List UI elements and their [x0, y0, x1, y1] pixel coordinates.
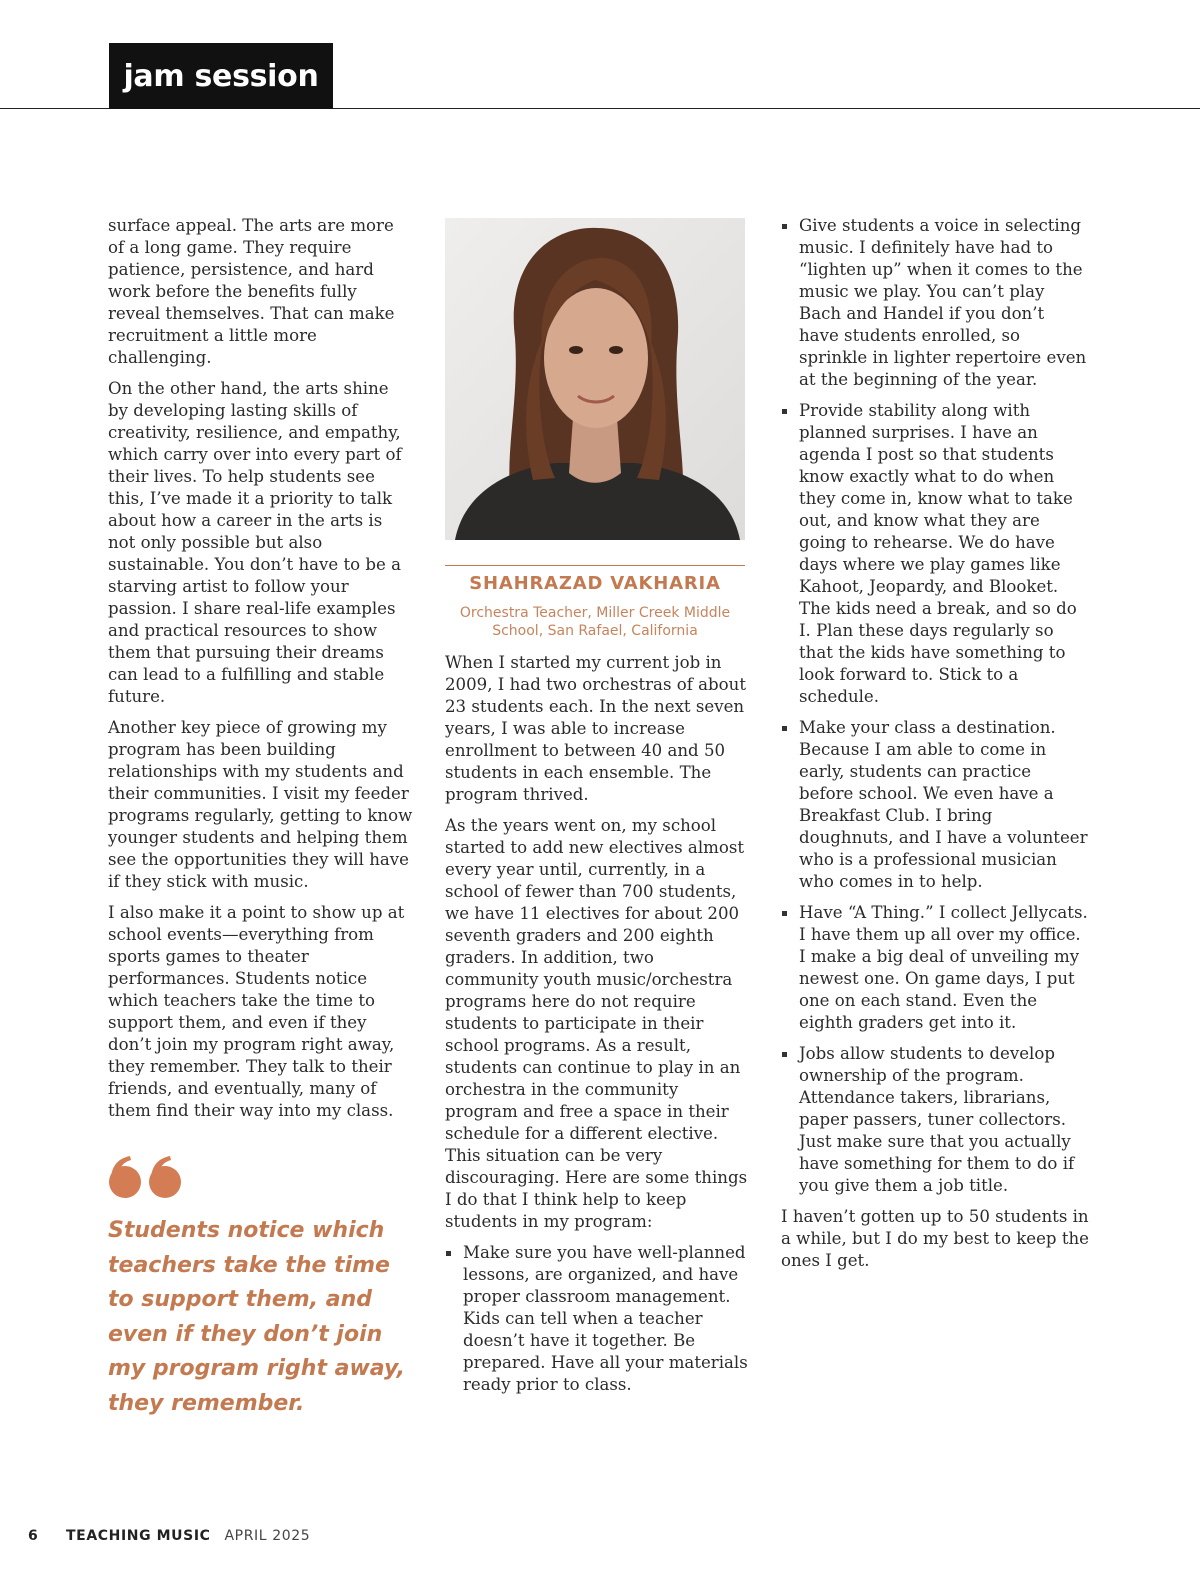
paragraph: As the years went on, my school started to add new electives almost every year until, currently, in a school of fewer than 700 students, we have 11 electives for about 200 seventh graders and 200 eighth graders. In addition, two community youth music/orchestra programs here do not require students to participate in their school programs. As a result, students can continue to play in an orchestra in the community program and free a space in their schedule for a different elective. This situation can be very discouraging. Here are some things I do that I think help to keep students in my program:	[445, 816, 748, 1231]
list-item: Give students a voice in selecting music. I definitely have had to “lighten up” when it comes to the music we play. You can’t play Bach and Handel if you don’t have students enrolled, so sprinkle in lighter repertoire even at the beginning of the year.	[781, 215, 1089, 391]
page-number: 6	[28, 1528, 38, 1544]
list-item: Make your class a destination. Because I am able to come in early, students can practice before school. We even have a Breakfast Club. I bring doughnuts, and I have a volunteer who is a professional musician who comes in to help.	[781, 717, 1089, 893]
article-column-3	[781, 215, 1089, 1281]
article-column-2	[445, 652, 750, 1405]
list-item: Have “A Thing.” I collect Jellycats. I have them up all over my office. I make a big deal of unveiling my newest one. On game days, I put one on each stand. Even the eighth graders get into it.	[781, 902, 1089, 1034]
quote-mark-icon	[108, 1152, 188, 1206]
magazine-name: TEACHING MUSIC	[66, 1528, 211, 1544]
paragraph: On the other hand, the arts shine by developing lasting skills of creativity, resilience, and empathy, which carry over into every part of their lives. To help students see this, I’ve made it a priority to talk about how a career in the arts is not only possible but also sustainable. You don’t have to be a starving artist to follow your passion. I share real-life examples and practical resources to show them that pursuing their dreams can lead to a fulfilling and stable future.	[108, 379, 402, 706]
list-item: Make sure you have well-planned lessons, are organized, and have proper classroom management. Kids can tell when a teacher doesn’t have it together. Be prepared. Have all your materials ready prior to class.	[445, 1242, 750, 1396]
tips-list	[781, 215, 1089, 1197]
paragraph: Another key piece of growing my program has been building relationships with my students and their communities. I visit my feeder programs regularly, getting to know younger students and helping them see the opportunities they will have if they stick with music.	[108, 718, 413, 891]
section-label-text: jam session	[123, 58, 319, 94]
article-column-1	[108, 215, 413, 1131]
paragraph: I also make it a point to show up at school events—everything from sports games to theater performances. Students notice which teachers take the time to support them, and even if they don’t join my program right away, they remember. They talk to their friends, and eventually, many of them find their way into my class.	[108, 903, 405, 1120]
paragraph: surface appeal. The arts are more of a long game. They require patience, persistence, and hard work before the benefits fully reveal themselves. That can make recruitment a little more challenging.	[108, 216, 395, 367]
paragraph: When I started my current job in 2009, I had two orchestras of about 23 students each. In the next seven years, I was able to increase enrollment to between 40 and 50 students in each ensemble. The program thrived.	[445, 653, 747, 804]
tips-list	[445, 1242, 750, 1396]
section-label	[109, 43, 333, 109]
author-name: SHAHRAZAD VAKHARIA	[469, 573, 721, 594]
list-item: Jobs allow students to develop ownership of the program. Attendance takers, librarians, paper passers, tuner collectors. Just make sure that you actually have something for them to do if you give them a job title.	[781, 1043, 1089, 1197]
author-title: Orchestra Teacher, Miller Creek Middle School, San Rafael, California	[459, 605, 731, 639]
issue-date: APRIL 2025	[224, 1528, 311, 1544]
pull-quote: Students notice which teachers take the time to support them, and even if they don’t join my program right away, they remember.	[108, 1218, 405, 1416]
bio-divider	[445, 565, 745, 566]
closing-paragraph: I haven’t gotten up to 50 students in a while, but I do my best to keep the ones I get.	[781, 1207, 1089, 1270]
author-photo	[445, 218, 745, 540]
page-footer	[28, 1526, 310, 1546]
list-item: Provide stability along with planned surprises. I have an agenda I post so that students know exactly what to do when they come in, know what to take out, and know what they are going to rehearse. We do have days where we play games like Kahoot, Jeopardy, and Blooket. The kids need a break, and so do I. Plan these days regularly so that the kids have something to look forward to. Stick to a schedule.	[781, 400, 1089, 708]
